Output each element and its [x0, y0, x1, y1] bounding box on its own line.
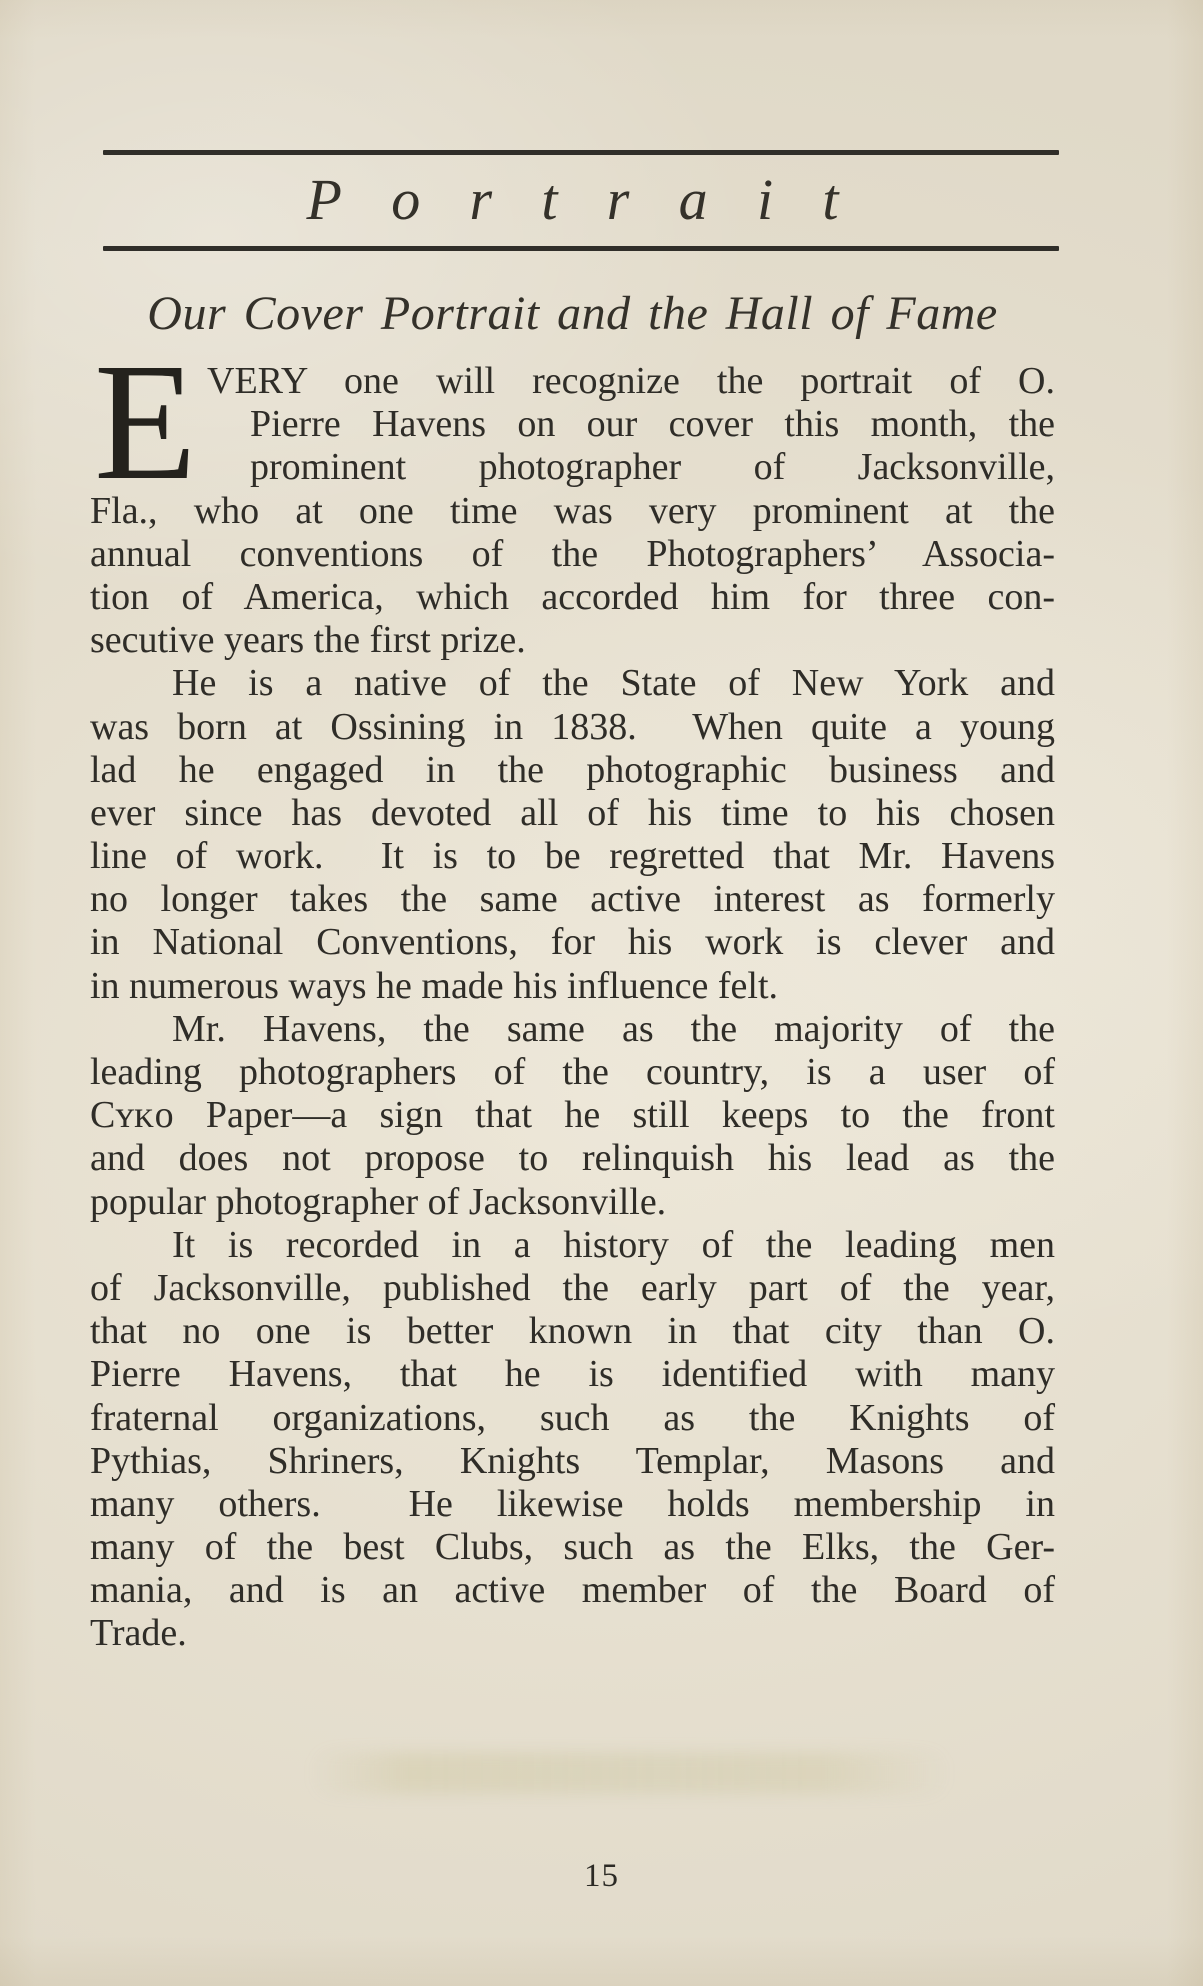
- text-line: leading photographers of the country, is a user of: [90, 1051, 1055, 1093]
- text-line: Trade.: [90, 1612, 187, 1655]
- text-line: in National Conventions, for his work is clever and: [90, 921, 1055, 964]
- text-line: was born at Ossining in 1838. When quite a young: [90, 705, 1055, 748]
- text-line: prominent photographer of Jacksonville,: [250, 446, 1055, 489]
- show-through-smudge: [310, 1752, 950, 1794]
- text-line: Fla., who at one time was very prominent at the: [90, 489, 1055, 532]
- text-line: Mr. Havens, the same as the majority of the: [172, 1007, 1055, 1050]
- text-line: Pierre Havens, that he is identified with many: [90, 1353, 1055, 1396]
- text-line: and does not propose to relinquish his lead as the: [90, 1137, 1055, 1180]
- text-line: Cʏᴋᴏ Paper—a sign that he still keeps to the front: [90, 1094, 1055, 1137]
- text-line: tion of America, which accorded him for three con-: [90, 575, 1055, 618]
- article-body: [90, 329, 1055, 1656]
- article-title: Our Cover Portrait and the Hall of Fame: [147, 287, 998, 340]
- text-line: mania, and is an active member of the Board of: [90, 1569, 1055, 1612]
- text-line: many of the best Clubs, such as the Elks, the Ger-: [90, 1526, 1055, 1569]
- text-line: many others. He likewise holds membership in: [90, 1482, 1055, 1525]
- text-line: popular photographer of Jacksonville.: [90, 1180, 667, 1223]
- page-number: 15: [584, 1858, 619, 1894]
- text-line: of Jacksonville, published the early part of the year,: [90, 1266, 1055, 1309]
- text-line: no longer takes the same active interest as formerly: [90, 878, 1055, 921]
- text-line: Pythias, Shriners, Knights Templar, Masons and: [90, 1439, 1055, 1482]
- masthead-title: Portrait: [306, 166, 888, 232]
- text-line: Pierre Havens on our cover this month, the: [250, 403, 1055, 446]
- text-line: VERY one will recognize the portrait of O.: [207, 360, 1055, 402]
- drop-cap-letter: E: [94, 329, 197, 515]
- text-line: secutive years the first prize.: [90, 619, 526, 662]
- text-line: He is a native of the State of New York and: [172, 662, 1055, 705]
- text-line: lad he engaged in the photographic business and: [90, 748, 1055, 791]
- masthead-rule-bottom: [103, 246, 1059, 251]
- text-line: It is recorded in a history of the leading men: [172, 1223, 1055, 1266]
- text-line: in numerous ways he made his influence felt.: [90, 964, 779, 1007]
- text-line: annual conventions of the Photographers’ Associa-: [90, 532, 1055, 575]
- text-line: ever since has devoted all of his time to his chosen: [90, 791, 1055, 834]
- text-line: line of work. It is to be regretted that Mr. Havens: [90, 835, 1055, 878]
- text-line: fraternal organizations, such as the Knights of: [90, 1396, 1055, 1439]
- text-line: that no one is better known in that city than O.: [90, 1310, 1055, 1353]
